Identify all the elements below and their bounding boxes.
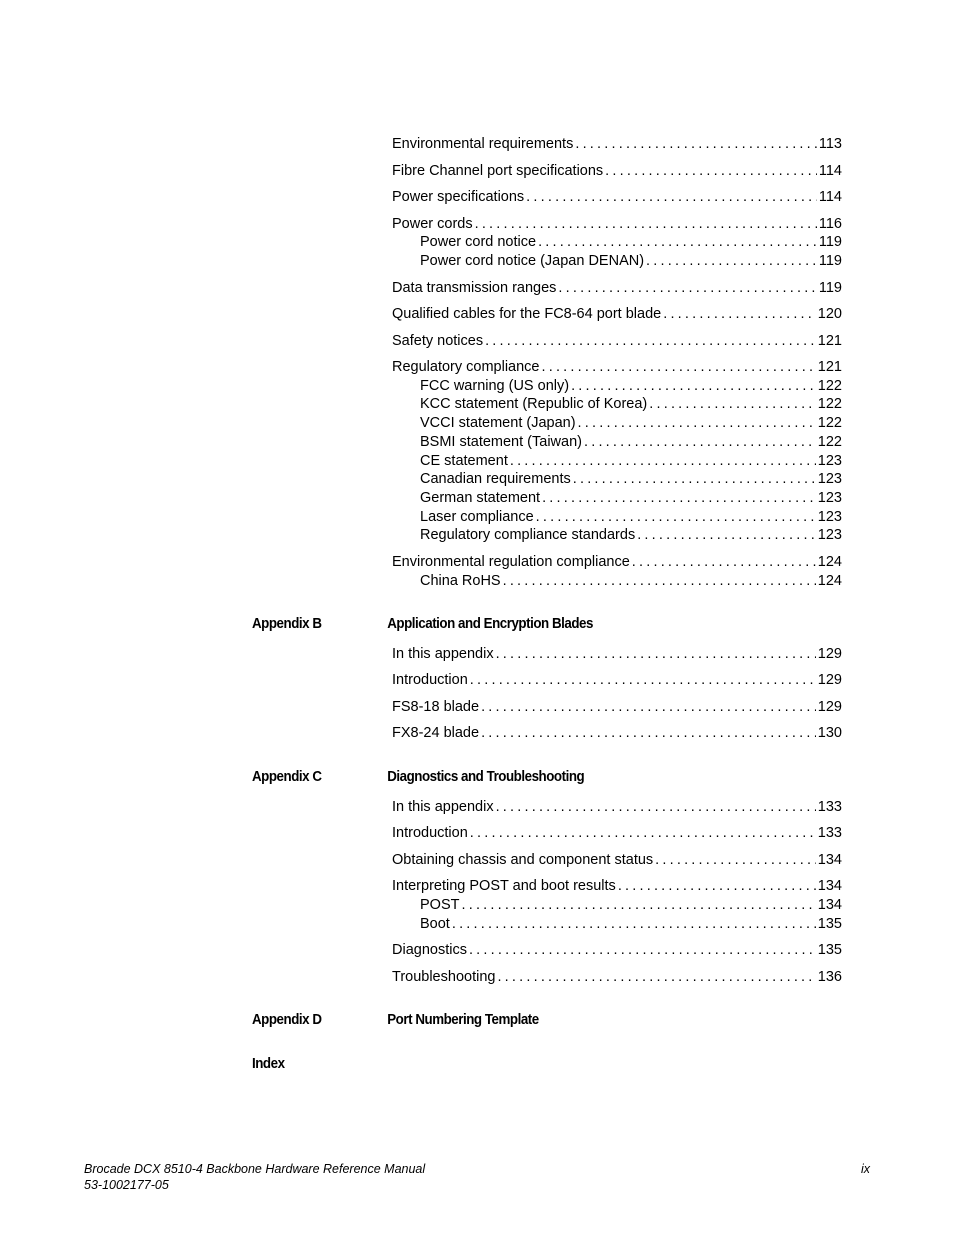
toc-entry-title: FX8-24 blade [392,725,480,741]
toc-page-number: 124 [817,554,842,570]
toc-subentry[interactable] [420,232,842,252]
footer-page-number: ix [860,1162,870,1176]
toc-subentry[interactable] [420,394,842,414]
dot-leader [605,161,817,181]
dot-leader [632,552,816,572]
toc-entry-title: Safety notices [392,333,484,349]
toc-page-number: 134 [817,897,842,913]
dot-leader [637,525,816,545]
toc-page-number: 122 [817,396,842,412]
toc-entry[interactable] [392,214,842,234]
toc-page-number: 124 [817,573,842,589]
toc-entry[interactable] [392,876,842,896]
toc-entry-title: Interpreting POST and boot results [392,878,616,894]
toc-entry[interactable] [392,187,842,207]
toc-page-number: 129 [817,672,842,688]
appendix-heading[interactable] [252,767,584,787]
footer-manual-title: Brocade DCX 8510-4 Backbone Hardware Reference Manual [84,1162,426,1176]
appendix-heading[interactable] [252,1054,387,1074]
dot-leader [510,451,816,471]
toc-page-number: 133 [817,799,842,815]
dot-leader [496,797,816,817]
toc-page-number: 136 [817,969,842,985]
toc-entry[interactable] [392,304,842,324]
toc-page-number: 122 [817,434,842,450]
dot-leader [558,278,816,298]
toc-entry-title: In this appendix [392,646,494,662]
toc-page-number: 123 [817,509,842,525]
toc-page-number: 114 [818,189,842,205]
toc-entry-title: Qualified cables for the FC8-64 port blade [392,306,662,322]
toc-page-number: 121 [817,333,842,349]
dot-leader [584,432,816,452]
toc-page-number: 113 [818,136,842,152]
toc-entry[interactable] [392,331,842,351]
toc-entry-title: VCCI statement (Japan) [420,415,576,431]
toc-subentry[interactable] [420,251,842,271]
toc-page-number: 114 [818,163,842,179]
toc-entry-title: Troubleshooting [392,969,496,985]
dot-leader [526,187,817,207]
toc-page-number: 123 [817,490,842,506]
toc-entry-title: Power cord notice (Japan DENAN) [420,253,645,269]
toc-entry[interactable] [392,940,842,960]
toc-entry[interactable] [392,823,842,843]
toc-subentry[interactable] [420,914,842,934]
toc-entry[interactable] [392,552,842,572]
toc-subentry[interactable] [420,413,842,433]
dot-leader [536,507,816,527]
toc-page-number: 135 [817,942,842,958]
toc-entry-title: FS8-18 blade [392,699,480,715]
dot-leader [646,251,817,271]
toc-entry[interactable] [392,850,842,870]
toc-entry-title: Environmental regulation compliance [392,554,630,570]
dot-leader [481,723,816,743]
dot-leader [475,214,817,234]
toc-entry-title: Introduction [392,825,468,841]
toc-page-number: 130 [817,725,842,741]
toc-page-number: 120 [817,306,842,322]
appendix-heading[interactable] [252,614,593,634]
toc-subentry[interactable] [420,469,842,489]
toc-entry-title: Power cords [392,216,473,232]
toc-page-number: 116 [818,216,842,232]
toc-entry-title: Regulatory compliance [392,359,540,375]
dot-leader [575,134,817,154]
toc-entry-title: Canadian requirements [420,471,571,487]
dot-leader [469,940,816,960]
toc-entry[interactable] [392,357,842,377]
dot-leader [497,967,815,987]
appendix-label: Index [252,1056,285,1072]
appendix-title: Application and Encryption Blades [387,616,593,632]
dot-leader [663,304,816,324]
toc-subentry[interactable] [420,525,842,545]
toc-page-number: 134 [817,878,842,894]
dot-leader [542,488,816,508]
toc-subentry[interactable] [420,488,842,508]
toc-entry[interactable] [392,723,842,743]
toc-page-number: 122 [817,415,842,431]
toc-entry[interactable] [392,697,842,717]
toc-entry-title: Laser compliance [420,509,534,525]
appendix-label: Appendix B [252,616,322,632]
toc-entry-title: FCC warning (US only) [420,378,570,394]
toc-entry-title: German statement [420,490,541,506]
toc-entry-title: Regulatory compliance standards [420,527,636,543]
dot-leader [481,697,816,717]
toc-page-number: 129 [817,646,842,662]
toc-entry[interactable] [392,797,842,817]
toc-page-number: 123 [817,527,842,543]
footer-doc-number: 53-1002177-05 [84,1178,169,1192]
toc-subentry[interactable] [420,571,842,591]
toc-entry[interactable] [392,161,842,181]
dot-leader [571,376,816,396]
toc-page-number: 123 [817,453,842,469]
toc-entry-title: Data transmission ranges [392,280,557,296]
toc-entry-title: Fibre Channel port specifications [392,163,604,179]
toc-entry[interactable] [392,967,842,987]
dot-leader [496,644,816,664]
toc-subentry[interactable] [420,507,842,527]
toc-entry[interactable] [392,134,842,154]
toc-entry-title: Diagnostics [392,942,467,958]
appendix-label: Appendix C [252,769,322,785]
toc-entry-title: Introduction [392,672,468,688]
dot-leader [542,357,816,377]
appendix-heading[interactable] [252,1010,539,1030]
toc-entry[interactable] [392,670,842,690]
dot-leader [573,469,816,489]
toc-entry-title: Power cord notice [420,234,537,250]
dot-leader [461,895,815,915]
toc-page-number: 122 [817,378,842,394]
appendix-title: Port Numbering Template [387,1012,539,1028]
toc-page-number: 123 [817,471,842,487]
dot-leader [470,670,816,690]
dot-leader [470,823,816,843]
toc-entry-title: Boot [420,916,450,932]
toc-page-number: 135 [817,916,842,932]
toc-page-number: 119 [818,253,842,269]
dot-leader [452,914,816,934]
toc-page-number: 121 [817,359,842,375]
dot-leader [538,232,817,252]
toc-page-number: 119 [818,280,842,296]
toc-subentry[interactable] [420,432,842,452]
toc-entry-title: BSMI statement (Taiwan) [420,434,582,450]
toc-entry-title: KCC statement (Republic of Korea) [420,396,648,412]
toc-entry-title: In this appendix [392,799,494,815]
appendix-label: Appendix D [252,1012,322,1028]
appendix-title: Diagnostics and Troubleshooting [387,769,585,785]
toc-entry-title: China RoHS [420,573,501,589]
toc-page-number: 134 [817,852,842,868]
toc-subentry[interactable] [420,451,842,471]
dot-leader [649,394,816,414]
dot-leader [618,876,816,896]
toc-page-number: 133 [817,825,842,841]
dot-leader [503,571,816,591]
dot-leader [485,331,816,351]
toc-page-number: 119 [818,234,842,250]
toc-entry-title: POST [420,897,460,913]
toc-entry[interactable] [392,278,842,298]
toc-subentry[interactable] [420,376,842,396]
dot-leader [655,850,816,870]
toc-page-number: 129 [817,699,842,715]
toc-subentry[interactable] [420,895,842,915]
toc-entry-title: Obtaining chassis and component status [392,852,654,868]
toc-entry-title: Environmental requirements [392,136,574,152]
toc-entry[interactable] [392,644,842,664]
dot-leader [578,413,816,433]
toc-entry-title: CE statement [420,453,508,469]
toc-entry-title: Power specifications [392,189,525,205]
